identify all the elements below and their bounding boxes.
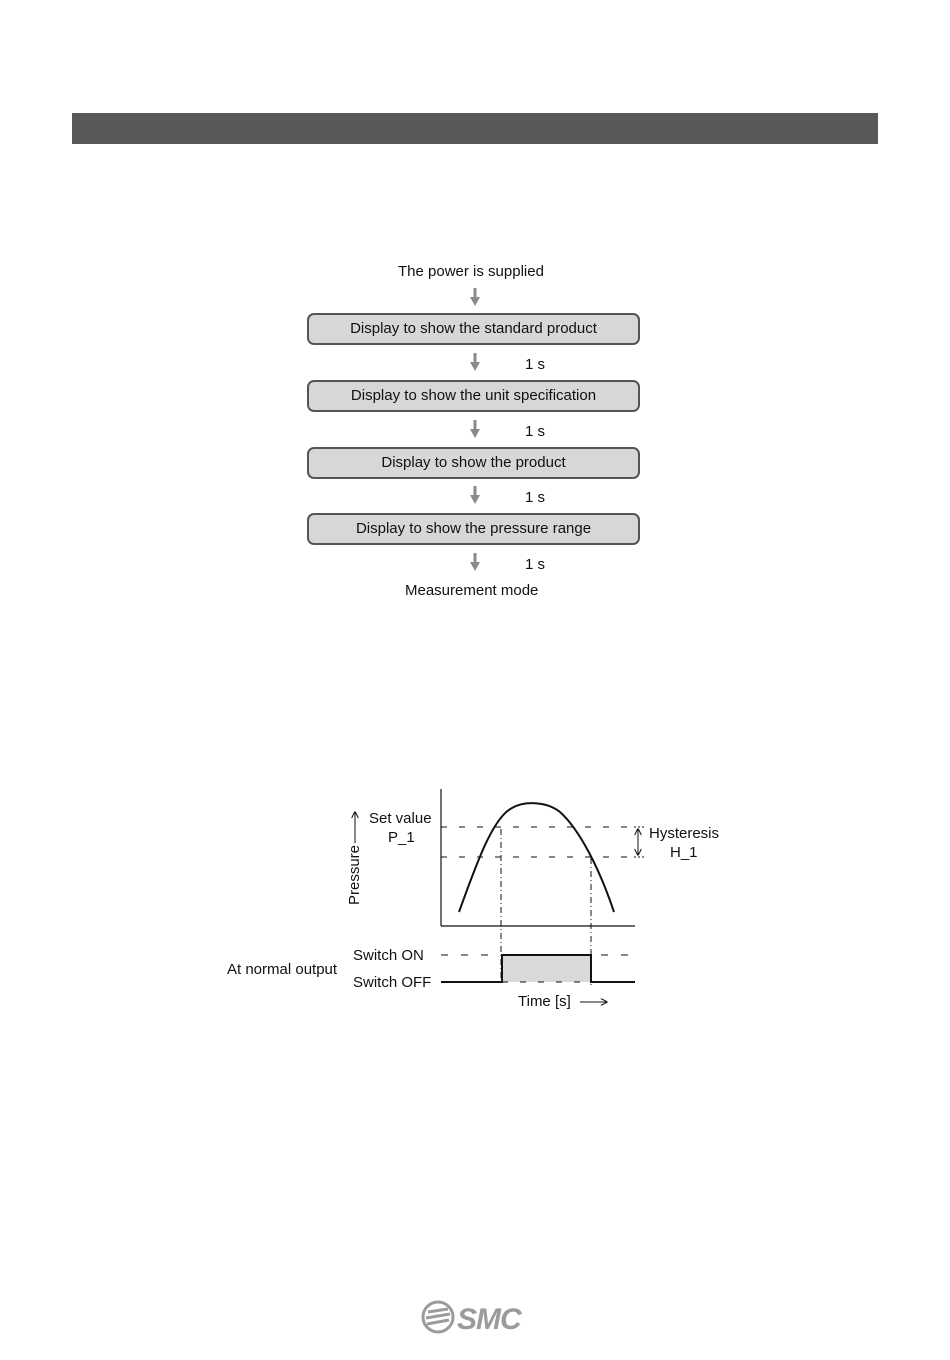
flow-end-label: Measurement mode <box>405 582 539 599</box>
flow-step-standard-product: Display to show the standard product <box>307 313 640 345</box>
switch-on-label: Switch ON <box>353 947 424 964</box>
hysteresis-symbol: H_1 <box>670 844 698 861</box>
switch-on-region <box>502 955 591 982</box>
time-label: Time [s] <box>518 993 571 1010</box>
smc-logo <box>421 1300 531 1341</box>
flow-interval: 1 s <box>525 489 546 506</box>
flow-step-product: Display to show the product <box>307 447 640 479</box>
output-mode-label: At normal output <box>227 961 338 978</box>
hysteresis-label: Hysteresis <box>649 825 720 842</box>
set-value-label: Set value <box>369 810 432 827</box>
pressure-curve <box>459 803 614 912</box>
flow-start-label: The power is supplied <box>398 263 544 280</box>
flow-step-pressure-range: Display to show the pressure range <box>307 513 640 545</box>
brand-name: SMC <box>457 1303 521 1336</box>
pressure-label: Pressure <box>346 844 363 905</box>
flow-interval: 1 s <box>525 356 546 373</box>
flow-interval: 1 s <box>525 423 546 440</box>
switch-off-label: Switch OFF <box>353 974 432 991</box>
set-value-symbol: P_1 <box>388 829 415 846</box>
flow-interval: 1 s <box>525 556 546 573</box>
flow-step-unit-specification: Display to show the unit specification <box>307 380 640 412</box>
